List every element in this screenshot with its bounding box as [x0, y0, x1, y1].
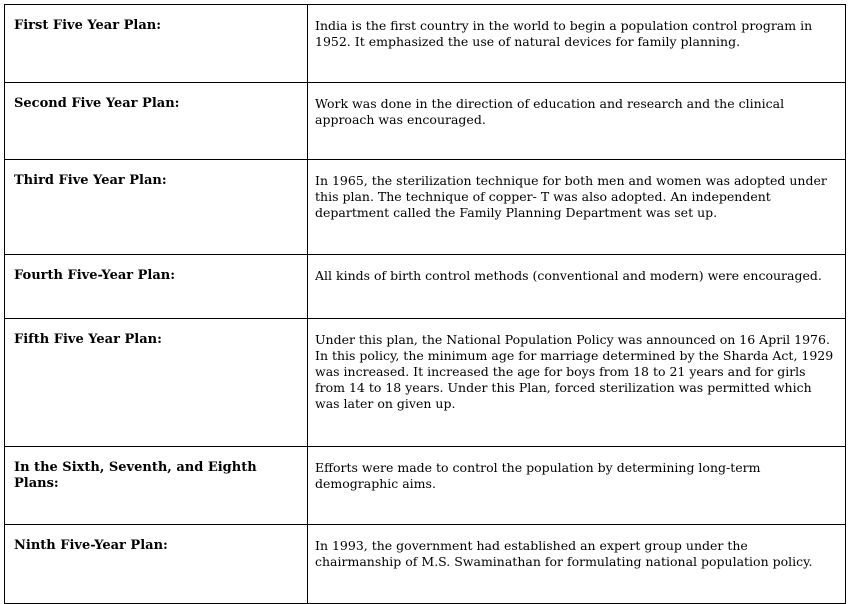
- table-row: [5, 525, 846, 604]
- plan-description-cell: [308, 160, 846, 255]
- plan-name-cell: [5, 319, 308, 447]
- plan-name-cell: [5, 255, 308, 319]
- plan-name: In the Sixth, Seventh, and Eighth Plans:: [14, 460, 257, 491]
- plan-description: All kinds of birth control methods (conventional and modern) were encouraged.: [315, 268, 822, 283]
- plan-description: In 1965, the sterilization technique for both men and women was adopted under this plan. The technique of copper- T was also adopted. An independent department called the Family Planning Department was set up.: [315, 173, 827, 220]
- table-row: [5, 255, 846, 319]
- plan-name: Fourth Five-Year Plan:: [14, 268, 176, 283]
- plan-description: In 1993, the government had established an expert group under the chairmanship of M.S. Swaminathan for formulating national population policy.: [315, 538, 813, 569]
- population-plans-table: [4, 4, 846, 604]
- plan-name-cell: [5, 83, 308, 160]
- plan-description-cell: [308, 255, 846, 319]
- plan-name: Ninth Five-Year Plan:: [14, 538, 168, 553]
- table-row: [5, 160, 846, 255]
- plan-description: India is the first country in the world to begin a population control program in 1952. It emphasized the use of natural devices for family planning.: [315, 18, 813, 49]
- plan-description-cell: [308, 447, 846, 525]
- plan-name: Second Five Year Plan:: [14, 96, 180, 111]
- table-row: [5, 319, 846, 447]
- plan-description-cell: [308, 5, 846, 83]
- plan-name-cell: [5, 525, 308, 604]
- plan-name-cell: [5, 160, 308, 255]
- table-row: [5, 83, 846, 160]
- plan-description-cell: [308, 525, 846, 604]
- plan-name: Third Five Year Plan:: [14, 173, 167, 188]
- table-row: [5, 447, 846, 525]
- plan-name-cell: [5, 5, 308, 83]
- table-row: [5, 5, 846, 83]
- plan-description-cell: [308, 83, 846, 160]
- plan-name: First Five Year Plan:: [14, 18, 161, 33]
- plan-name: Fifth Five Year Plan:: [14, 332, 162, 347]
- plan-name-cell: [5, 447, 308, 525]
- plan-description-cell: [308, 319, 846, 447]
- plan-description: Under this plan, the National Population Policy was announced on 16 April 1976. In this policy, the minimum age for marriage determined by the Sharda Act, 1929 was increased. It increased the age for boys from 18 to 21 years and for girls from 14 to 18 years. Under this Plan, forced sterilization was permitted which was later on given up.: [315, 332, 834, 411]
- plan-description: Efforts were made to control the population by determining long-term demographic aims.: [315, 460, 761, 491]
- plan-description: Work was done in the direction of education and research and the clinical approach was encouraged.: [315, 96, 785, 127]
